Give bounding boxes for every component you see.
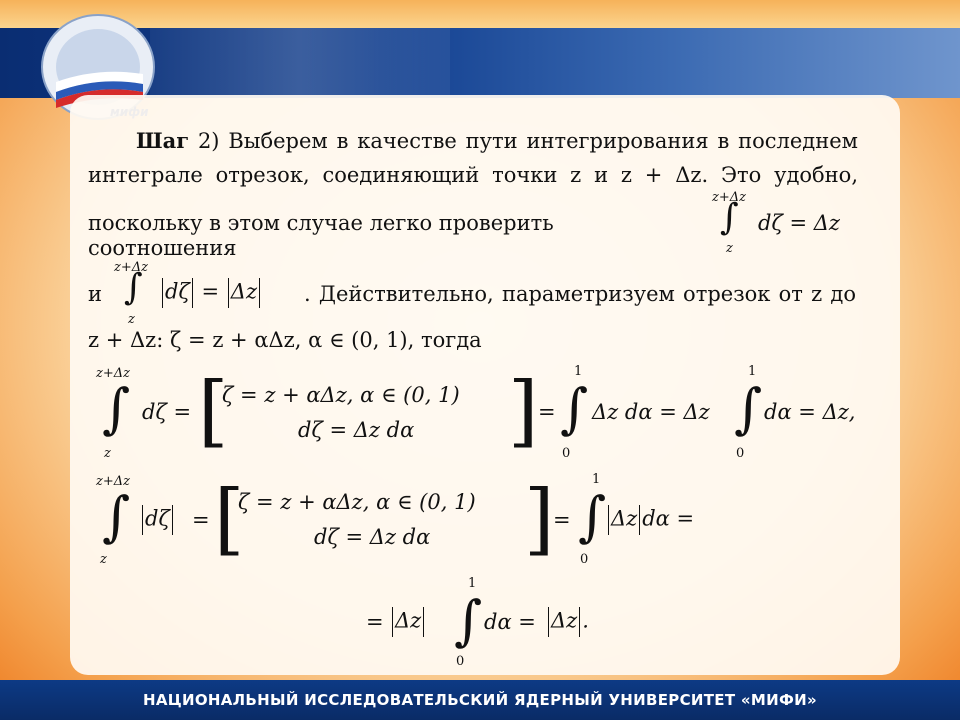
- line3-lower-limit: z: [726, 241, 733, 256]
- eq3-val: Δz: [395, 608, 422, 633]
- line3-integral-sign: ∫: [720, 197, 739, 238]
- eq2-lhs-content: dζ: [145, 506, 170, 531]
- eq1-system-row2: dζ = Δz dα: [298, 418, 415, 442]
- eq2-upper-limit: z+Δz: [96, 474, 130, 489]
- eq1-integral-sign: ∫: [102, 377, 131, 440]
- eq2-abs-dz: Δz: [611, 506, 638, 531]
- eq1-lhs: dζ =: [142, 400, 192, 424]
- eq2-equals2: =: [553, 508, 571, 532]
- eq2-lower-limit: z: [100, 552, 107, 567]
- abs-dzeta: dζ: [165, 279, 190, 304]
- eq1-system-row1: ζ = z + αΔz, α ∈ (0, 1): [222, 383, 460, 407]
- eq3-end: .: [582, 608, 589, 633]
- eq1-left-bracket: [: [198, 366, 229, 456]
- abs-dz: Δz: [230, 279, 258, 304]
- step-label: Шаг: [136, 128, 190, 153]
- eq1-int2-lower: 0: [562, 446, 571, 461]
- line4-text: . Действительно, параметризуем отрезок от z до: [304, 282, 856, 306]
- paragraph-line-2: интеграле отрезок, соединяющий точки z и z + Δz. Это удобно,: [88, 163, 858, 187]
- line4-lower-limit: z: [128, 312, 135, 327]
- eq3-part2: dα =: [484, 610, 536, 634]
- paragraph-line-1: [88, 128, 858, 154]
- header-building-photo: [150, 28, 450, 98]
- eq2-system-row1: ζ = z + αΔz, α ∈ (0, 1): [238, 490, 476, 514]
- eq2-system-row2: dζ = Δz dα: [314, 525, 431, 549]
- footer-university-name: НАЦИОНАЛЬНЫЙ ИССЛЕДОВАТЕЛЬСКИЙ ЯДЕРНЫЙ УНИВЕРСИТЕТ «МИФИ»: [0, 680, 960, 720]
- eq2-part2: [606, 505, 694, 535]
- eq1-equals: =: [538, 400, 556, 424]
- paragraph-line-5: z + Δz: ζ = z + αΔz, α ∈ (0, 1), тогда: [88, 328, 482, 352]
- line4-prefix: и: [88, 282, 102, 306]
- line4-upper-limit: z+Δz: [114, 260, 148, 275]
- eq2-integral2-sign: ∫: [578, 485, 607, 548]
- eq3-integral-sign: ∫: [454, 589, 483, 652]
- eq3-val2: Δz: [551, 608, 578, 633]
- eq2-integral-sign: ∫: [102, 485, 131, 548]
- eq3-int-lower: 0: [456, 654, 465, 669]
- eq1-right-bracket: ]: [508, 366, 539, 456]
- eq1-part3: dα = Δz,: [764, 400, 856, 424]
- eq3-lead: =: [366, 610, 384, 634]
- eq2-int2-lower: 0: [580, 552, 589, 567]
- eq2-lhs: [140, 505, 175, 535]
- line1-text: 2) Выберем в качестве пути интегрирования в последнем: [189, 129, 858, 153]
- eq2-equals1: =: [192, 508, 210, 532]
- eq1-int3-upper: 1: [748, 364, 757, 379]
- eq2-right-bracket: ]: [524, 474, 555, 564]
- eq1-lower-limit: z: [104, 446, 111, 461]
- paragraph-line-3: поскольку в этом случае легко проверить соотношения: [88, 211, 554, 261]
- line3-upper-limit: z+Δz: [712, 190, 746, 205]
- eq2-int2-upper: 1: [592, 472, 601, 487]
- eq1-upper-limit: z+Δz: [96, 366, 130, 381]
- line3-formula: dζ = Δz: [758, 211, 841, 235]
- line4-abs-identity: dζ = Δz: [160, 278, 262, 308]
- eq2-part2b: dα =: [642, 506, 695, 531]
- eq1-integral3-sign: ∫: [734, 377, 763, 440]
- eq1-int3-lower: 0: [736, 446, 745, 461]
- eq3-int-upper: 1: [468, 576, 477, 591]
- eq2-left-bracket: [: [214, 474, 245, 564]
- eq1-int2-upper: 1: [574, 364, 583, 379]
- eq3-abs-dz: [390, 607, 426, 637]
- eq1-integral2-sign: ∫: [560, 377, 589, 440]
- eq1-part2: Δz dα = Δz: [592, 400, 710, 424]
- line4-integral-sign: ∫: [124, 267, 143, 308]
- eq3-abs-dz2: [546, 607, 589, 637]
